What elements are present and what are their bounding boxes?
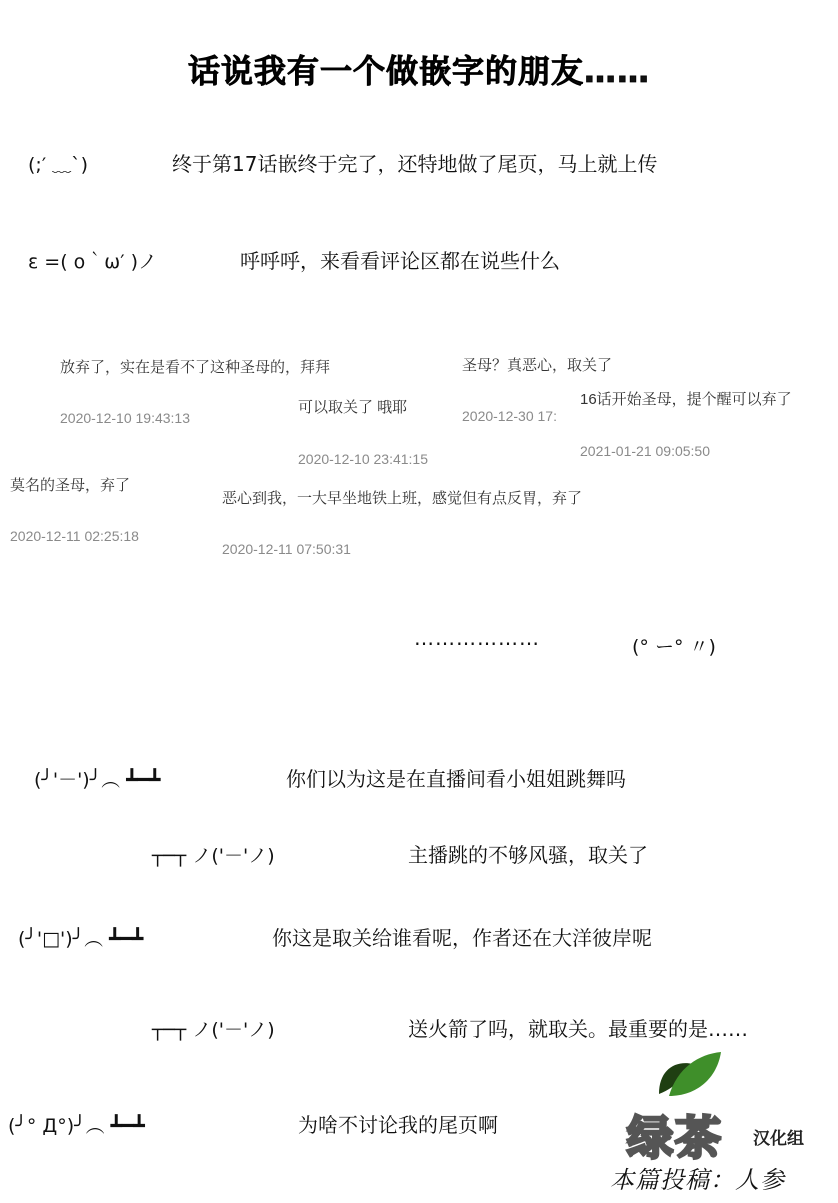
intro-emote-2: ε =( ο｀ω′ )ノ — [28, 251, 157, 273]
dialogue-emote-4: ┬─┬ ノ('－'ノ) — [152, 1019, 275, 1041]
dialogue-emote-2: ┬─┬ ノ('－'ノ) — [152, 845, 275, 867]
ellipsis-dots: ……………… — [414, 626, 540, 650]
dialogue-emote-3: (╯'□')╯︵ ┻━┻ — [18, 928, 144, 950]
comment-timestamp: 2020-12-30 17: — [462, 408, 557, 424]
comment-timestamp: 2021-01-21 09:05:50 — [580, 443, 710, 459]
dialogue-text-3: 你这是取关给谁看呢，作者还在大洋彼岸呢 — [272, 926, 652, 950]
comment-text: 放弃了，实在是看不了这种圣母的，拜拜 — [60, 359, 331, 376]
comment-text: 16话开始圣母，提个醒可以弃了 — [580, 391, 792, 408]
dialogue-emote-1: (╯'－')╯︵ ┻━┻ — [34, 769, 161, 791]
dialogue-text-2: 主播跳的不够风骚，取关了 — [408, 843, 648, 867]
logo-subtitle: 汉化组 — [753, 1129, 804, 1149]
comment-text: 可以取关了 哦耶 — [298, 399, 408, 416]
intro-emote-1: (;′ ﹏`) — [28, 154, 89, 176]
comment-timestamp: 2020-12-10 19:43:13 — [60, 410, 190, 426]
intro-text-2: 呼呼呼，来看看评论区都在说些什么 — [240, 249, 560, 273]
comment-timestamp: 2020-12-11 07:50:31 — [222, 541, 351, 557]
dialogue-emote-5: (╯° Д°)╯︵ ┻━┻ — [8, 1115, 145, 1137]
dialogue-text-1: 你们以为这是在直播间看小姐姐跳舞吗 — [286, 767, 626, 791]
comment-text: 圣母？真恶心，取关了 — [462, 357, 613, 374]
credit-line: 本篇投稿：人参 — [610, 1166, 785, 1194]
comment-timestamp: 2020-12-10 23:41:15 — [298, 451, 428, 467]
comment-text: 莫名的圣母，弃了 — [10, 477, 131, 494]
dialogue-text-5: 为啥不讨论我的尾页啊 — [298, 1113, 498, 1137]
intro-text-1: 终于第17话嵌终于完了，还特地做了尾页，马上就上传 — [172, 152, 658, 176]
dialogue-text-4: 送火箭了吗，就取关。最重要的是…… — [408, 1017, 748, 1041]
tea-leaf-icon — [655, 1050, 725, 1102]
comment-text: 恶心到我，一大早坐地铁上班，感觉但有点反胃，弃了 — [222, 490, 583, 507]
logo-brand: 绿茶 — [627, 1111, 723, 1165]
pause-emote: (° ー° 〃) — [632, 636, 716, 658]
comment-timestamp: 2020-12-11 02:25:18 — [10, 528, 139, 544]
page-title: 话说我有一个做嵌字的朋友…… — [187, 52, 650, 90]
